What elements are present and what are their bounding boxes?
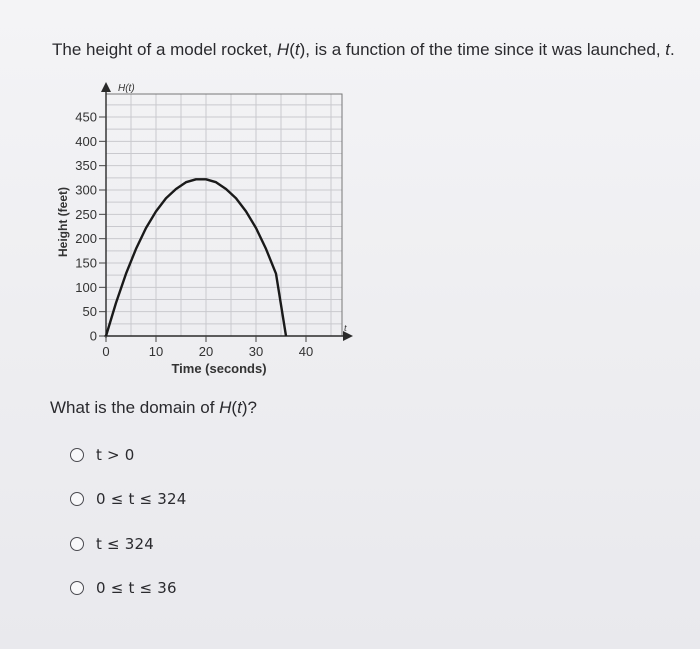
- radio-circle-icon[interactable]: [70, 537, 84, 551]
- y-tick-label: 400: [75, 133, 97, 149]
- option-t-at-most-324[interactable]: t ≤ 324: [70, 535, 154, 553]
- domain-question: What is the domain of H(t)?: [50, 398, 257, 417]
- x-tick-label: 10: [148, 344, 164, 359]
- y-tick-label: 0: [89, 328, 97, 344]
- radio-circle-icon[interactable]: [70, 581, 84, 595]
- y-axis-arrow-icon: [101, 82, 111, 92]
- chart-axes: [101, 82, 353, 341]
- x-tick-label: 30: [248, 344, 264, 359]
- option-0-to-324[interactable]: 0 ≤ t ≤ 324: [70, 490, 186, 508]
- y-tick-label: 100: [75, 279, 97, 295]
- option-t-greater-than-0[interactable]: t > 0: [70, 446, 135, 464]
- y-tick-label: 50: [82, 304, 97, 320]
- y-axis-title: H(t): [118, 83, 135, 94]
- y-axis-label: Height (feet): [56, 187, 70, 257]
- y-tick-label: 350: [75, 158, 97, 174]
- x-tick-label: 20: [198, 344, 214, 359]
- x-tick-label: 0: [102, 344, 110, 359]
- x-tick-labels: [102, 336, 313, 359]
- height-curve: [106, 179, 286, 336]
- radio-circle-icon[interactable]: [70, 492, 84, 506]
- option-0-to-36[interactable]: 0 ≤ t ≤ 36: [70, 579, 177, 597]
- x-axis-label: Time (seconds): [171, 361, 267, 376]
- y-tick-label: 250: [75, 206, 97, 222]
- chart-grid: [106, 94, 342, 336]
- y-tick-label: 150: [75, 255, 97, 271]
- y-tick-label: 200: [75, 231, 97, 247]
- y-tick-labels: [75, 110, 106, 344]
- question-text: The height of a model rocket, H(t), is a function of the time since it was launched, t.: [52, 40, 675, 59]
- y-tick-label: 450: [75, 109, 97, 125]
- y-tick-label: 300: [75, 182, 97, 198]
- x-tick-label: 40: [298, 344, 314, 359]
- radio-circle-icon[interactable]: [70, 448, 84, 462]
- x-axis-title: t: [344, 323, 347, 334]
